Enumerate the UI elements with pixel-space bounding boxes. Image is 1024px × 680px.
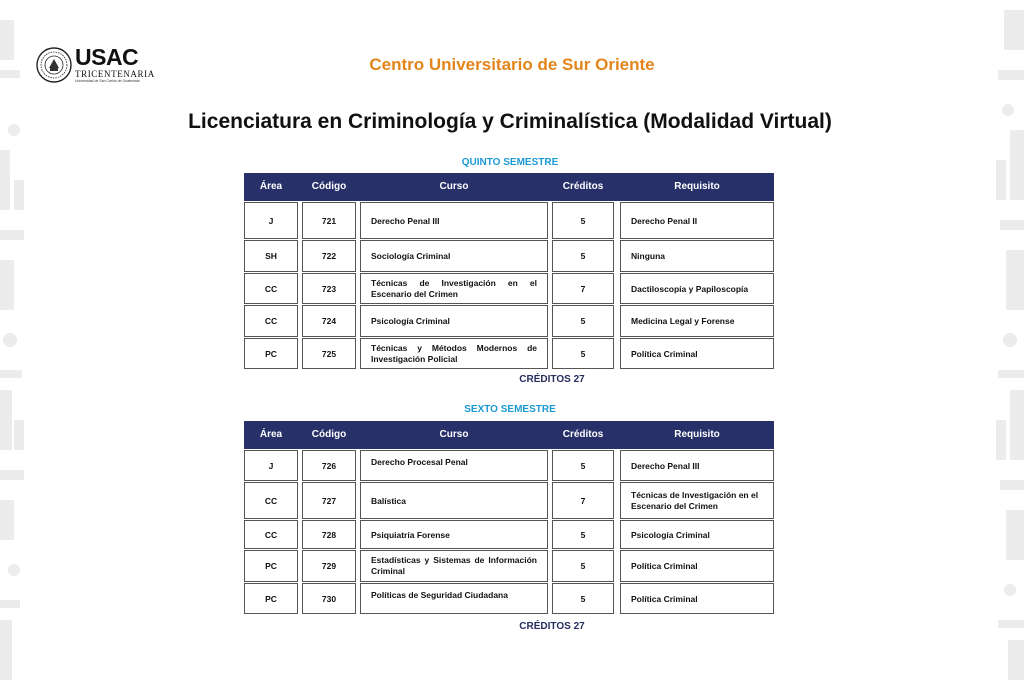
cell-codigo: 723 — [302, 273, 356, 304]
cell-requisito: Derecho Penal III — [620, 450, 774, 481]
table-header — [244, 173, 774, 201]
cell-curso: Balística — [360, 482, 548, 519]
header-requisito: Requisito — [674, 429, 720, 440]
table-row — [244, 482, 774, 519]
cell-codigo: 725 — [302, 338, 356, 369]
center-title: Centro Universitario de Sur Oriente — [369, 55, 655, 74]
table-row — [244, 202, 774, 239]
logo-wordmark: USAC — [75, 44, 139, 70]
cell-area: CC — [244, 273, 298, 304]
header-creditos: Créditos — [562, 181, 604, 192]
cell-requisito: Ninguna — [620, 240, 774, 272]
program-title: Licenciatura en Criminología y Criminalística (Modalidad Virtual) — [188, 110, 832, 133]
cell-requisito: Política Criminal — [620, 550, 774, 582]
cell-creditos: 7 — [552, 482, 614, 519]
cell-codigo: 722 — [302, 240, 356, 272]
cell-curso: Psiquiatría Forense — [360, 520, 548, 549]
cell-requisito: Derecho Penal II — [620, 202, 774, 239]
decorative-side-pattern-left — [0, 0, 32, 680]
decorative-side-pattern-right — [992, 0, 1024, 680]
cell-codigo: 726 — [302, 450, 356, 481]
cell-curso: Psicología Criminal — [360, 305, 548, 337]
table-row — [244, 338, 774, 369]
logo-subtitle: TRICENTENARIA — [75, 69, 155, 79]
cell-area: PC — [244, 550, 298, 582]
table-row — [244, 240, 774, 272]
semester-table-quinto — [244, 173, 774, 369]
cell-codigo: 724 — [302, 305, 356, 337]
header-area: Área — [259, 429, 283, 440]
semester-title-quinto: QUINTO SEMESTRE — [461, 157, 559, 168]
cell-curso: Estadísticas y Sistemas de Información Criminal — [360, 550, 548, 582]
cell-codigo: 727 — [302, 482, 356, 519]
cell-creditos: 5 — [552, 240, 614, 272]
cell-requisito: Técnicas de Investigación en el Escenario del Crimen — [620, 482, 774, 519]
semester-total-sexto: CRÉDITOS 27 — [519, 621, 585, 632]
header-area: Área — [259, 181, 283, 192]
cell-curso: Derecho Penal III — [360, 202, 548, 239]
cell-codigo: 721 — [302, 202, 356, 239]
cell-creditos: 5 — [552, 583, 614, 614]
cell-codigo: 730 — [302, 583, 356, 614]
cell-curso: Derecho Procesal Penal — [360, 450, 548, 481]
cell-area: PC — [244, 583, 298, 614]
table-row — [244, 583, 774, 614]
table-row — [244, 450, 774, 481]
cell-creditos: 5 — [552, 450, 614, 481]
cell-requisito: Política Criminal — [620, 338, 774, 369]
cell-creditos: 5 — [552, 202, 614, 239]
cell-creditos: 5 — [552, 520, 614, 549]
cell-requisito: Dactiloscopía y Papiloscopía — [620, 273, 774, 304]
cell-area: J — [244, 202, 298, 239]
semester-table-sexto — [244, 421, 774, 614]
semester-title-sexto: SEXTO SEMESTRE — [464, 404, 556, 415]
cell-curso: Técnicas y Métodos Modernos de Investigación Policial — [360, 338, 548, 369]
cell-area: CC — [244, 305, 298, 337]
cell-codigo: 728 — [302, 520, 356, 549]
semester-total-quinto: CRÉDITOS 27 — [519, 374, 585, 385]
logo-tagline: Universidad de San Carlos de Guatemala — [75, 79, 140, 83]
cell-creditos: 5 — [552, 550, 614, 582]
cell-curso: Políticas de Seguridad Ciudadana — [360, 583, 548, 614]
header-codigo: Código — [311, 181, 347, 192]
cell-requisito: Psicología Criminal — [620, 520, 774, 549]
cell-area: CC — [244, 482, 298, 519]
cell-area: SH — [244, 240, 298, 272]
header-creditos: Créditos — [562, 429, 604, 440]
cell-curso: Técnicas de Investigación en el Escenario del Crimen — [360, 273, 548, 304]
header-curso: Curso — [439, 429, 469, 440]
table-row — [244, 305, 774, 337]
header-requisito: Requisito — [674, 181, 720, 192]
cell-requisito: Política Criminal — [620, 583, 774, 614]
cell-curso: Sociología Criminal — [360, 240, 548, 272]
cell-area: PC — [244, 338, 298, 369]
cell-codigo: 729 — [302, 550, 356, 582]
header-curso: Curso — [439, 181, 469, 192]
cell-creditos: 5 — [552, 338, 614, 369]
table-row — [244, 520, 774, 549]
header-codigo: Código — [311, 429, 347, 440]
cell-area: J — [244, 450, 298, 481]
table-header — [244, 421, 774, 449]
table-row — [244, 273, 774, 304]
cell-area: CC — [244, 520, 298, 549]
cell-creditos: 7 — [552, 273, 614, 304]
cell-requisito: Medicina Legal y Forense — [620, 305, 774, 337]
cell-creditos: 5 — [552, 305, 614, 337]
table-row — [244, 550, 774, 582]
